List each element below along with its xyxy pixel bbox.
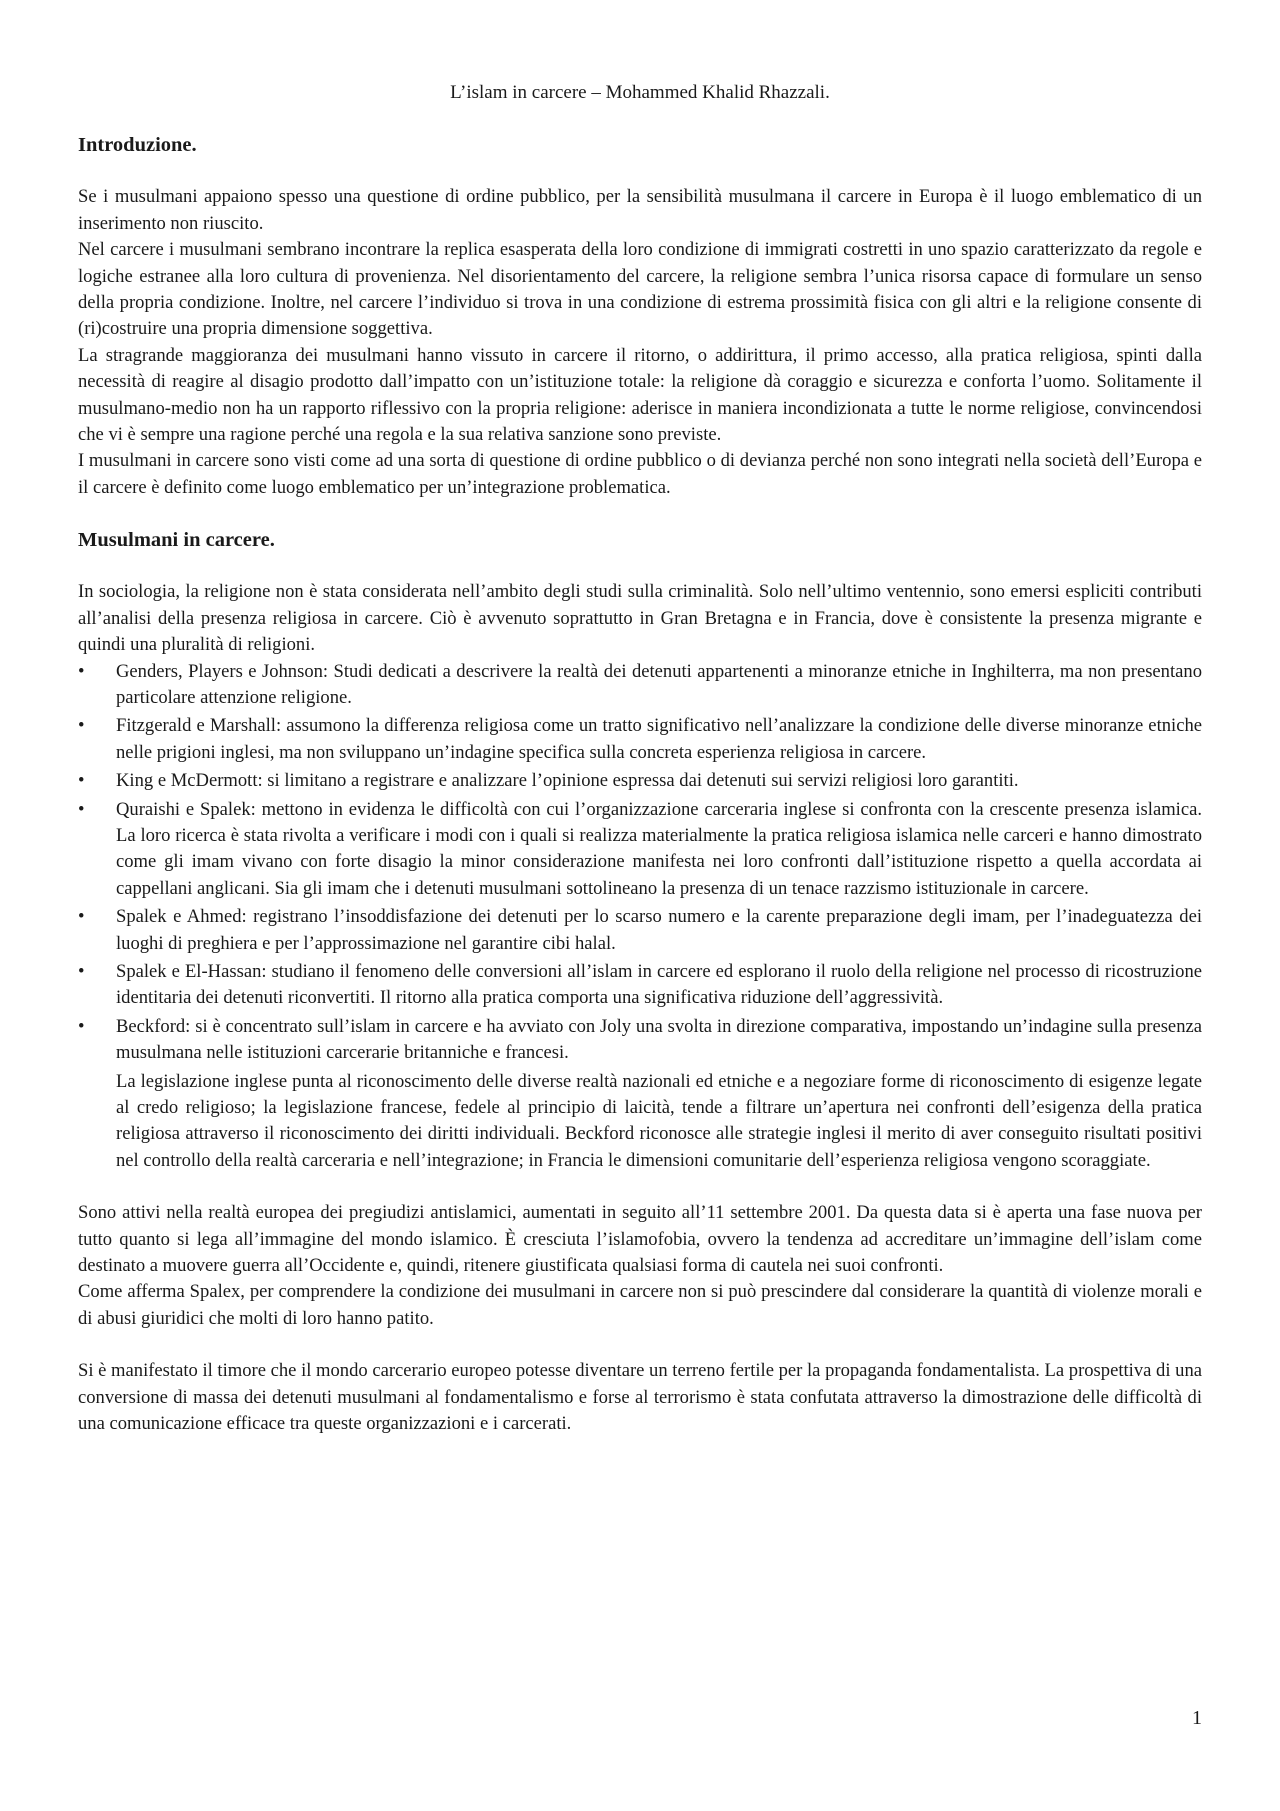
studies-bullet-list [78, 659, 1202, 1067]
intro-paragraph-1: Se i musulmani appaiono spesso una questione di ordine pubblico, per la sensibilità musulmana il carcere in Europa è il luogo emblematico di un inserimento non riuscito. [78, 186, 1202, 234]
list-item [78, 659, 1202, 712]
closing-paragraph-2: Come afferma Spalex, per comprendere la condizione dei musulmani in carcere non si può prescindere dal considerare la quantità di violenze morali e di abusi giuridici che molti di loro hanno patito. [78, 1281, 1202, 1329]
document-body [78, 80, 1202, 1437]
intro-paragraph-4: I musulmani in carcere sono visti come ad una sorta di questione di ordine pubblico o di devianza perché non sono integrati nella società dell’Europa e il carcere è definito come luogo emblematico per un’integrazione problematica. [78, 450, 1202, 498]
closing-paragraph-3: Si è manifestato il timore che il mondo carcerario europeo potesse diventare un terreno fertile per la propaganda fondamentalista. La prospettiva di una conversione di massa dei detenuti musulmani al fondamentalismo e forse al terrorismo è stata confutata attraverso la dimostrazione delle difficoltà di una comunicazione efficace tra queste organizzazioni e i carcerati. [78, 1360, 1202, 1435]
list-item [78, 959, 1202, 1012]
section-heading-introduzione: Introduzione. [78, 134, 197, 157]
list-item [78, 904, 1202, 957]
list-item-text: Fitzgerald e Marshall: assumono la differenza religiosa come un tratto significativo nell’analizzare la condizione delle diverse minoranze etniche nelle prigioni inglesi, ma non sviluppano un’indagine specifica sulla concreta esperienza religiosa in carcere. [116, 715, 1202, 763]
list-item-text: Genders, Players e Johnson: Studi dedicati a descrivere la realtà dei detenuti appartenenti a minoranze etniche in Inghilterra, ma non presentano particolare attenzione religione. [116, 660, 1202, 708]
section-intro-paragraph: In sociologia, la religione non è stata considerata nell’ambito degli studi sulla criminalità. Solo nell’ultimo ventennio, sono emersi espliciti contributi all’analisi della presenza religiosa in carcere. Ciò è avvenuto soprattutto in Gran Bretagna e in Francia, dove è consistente la presenza migrante e quindi una pluralità di religioni. [78, 581, 1202, 656]
document-title: L’islam in carcere – Mohammed Khalid Rhazzali. [450, 82, 830, 103]
closing-paragraph-1: Sono attivi nella realtà europea dei pregiudizi antislamici, aumentati in seguito all’11 settembre 2001. Da questa data si è aperta una fase nuova per tutto quanto si lega all’immagine del mondo islamico. È cresciuta l’islamofobia, ovvero la tendenza ad accreditare un’immagine dell’islam come destinato a muovere guerra all’Occidente e, quindi, ritenere giustificata qualsiasi forma di cautela nei suoi confronti. [78, 1202, 1202, 1277]
list-item-text: Spalek e Ahmed: registrano l’insoddisfazione dei detenuti per lo scarso numero e la carente preparazione degli imam, per l’inadeguatezza dei luoghi di preghiera e per l’approssimazione nel garantire cibi halal. [116, 906, 1202, 954]
bullet-icon: • [78, 906, 85, 928]
bullet-icon: • [78, 715, 85, 737]
intro-paragraph-3: La stragrande maggioranza dei musulmani hanno vissuto in carcere il ritorno, o addirittura, il primo accesso, alla pratica religiosa, spinti dalla necessità di reagire al disagio prodotto dall’impatto con un’istituzione totale: la religione dà coraggio e sicurezza e conforta l’uomo. Solitamente il musulmano-medio non ha un rapporto riflessivo con la propria religione: aderisce in maniera incondizionata a tutte le norme religiose, convincendosi che vi è sempre una ragione perché una regola e la sua relativa sanzione sono previste. [78, 344, 1202, 446]
bullet-continuation-paragraph: La legislazione inglese punta al riconoscimento delle diverse realtà nazionali ed etniche e a negoziare forme di riconoscimento di esigenze legate al credo religioso; la legislazione francese, fedele al principio di laicità, tende a filtrare un’apertura nei confronti dell’esigenza della pratica religiosa attraverso il riconoscimento dei diritti individuali. Beckford riconosce alle strategie inglesi il merito di aver conseguito risultati positivi nel controllo della realtà carceraria e nell’integrazione; in Francia le dimensioni comunitarie dell’esperienza religiosa vengono scoraggiate. [116, 1070, 1202, 1171]
bullet-icon: • [78, 960, 85, 982]
bullet-icon: • [78, 770, 85, 792]
bullet-icon: • [78, 660, 85, 682]
bullet-icon: • [78, 1015, 85, 1037]
list-item [78, 768, 1202, 794]
list-item-text: Spalek e El-Hassan: studiano il fenomeno delle conversioni all’islam in carcere ed esplorano il ruolo della religione nel processo di ricostruzione identitaria dei detenuti riconvertiti. Il ritorno alla pratica comporta una significativa riduzione dell’aggressività. [116, 960, 1202, 1009]
page-number: 1 [1192, 1707, 1202, 1729]
list-item [78, 797, 1202, 903]
list-item-text: Quraishi e Spalek: mettono in evidenza le difficoltà con cui l’organizzazione carceraria inglese si confronta con la crescente presenza islamica. La loro ricerca è stata rivolta a verificare i modi con i quali si realizza materialmente la pratica religiosa islamica nelle carceri e hanno dimostrato come gli imam vivano con forte disagio la minor considerazione manifesta nei loro confronti dall’istituzione rispetto a quella accordata ai cappellani anglicani. Sia gli imam che i detenuti musulmani sottolineano la presenza di un tenace razzismo istituzionale in carcere. [116, 798, 1202, 899]
list-item-text: Beckford: si è concentrato sull’islam in carcere e ha avviato con Joly una svolta in direzione comparativa, impostando un’indagine sulla presenza musulmana nelle istituzioni carcerarie britanniche e francesi. [116, 1015, 1202, 1064]
list-item-text: King e McDermott: si limitano a registrare e analizzare l’opinione espressa dai detenuti sui servizi religiosi loro garantiti. [116, 770, 1019, 792]
intro-paragraph-2: Nel carcere i musulmani sembrano incontrare la replica esasperata della loro condizione di immigrati costretti in uno spazio caratterizzato da regole e logiche estranee alla loro cultura di provenienza. Nel disorientamento del carcere, la religione sembra l’unica risorsa capace di formulare un senso della propria condizione. Inoltre, nel carcere l’individuo si trova in una condizione di estrema prossimità fisica con gli altri e la religione consente di (ri)costruire una propria dimensione soggettiva. [78, 239, 1202, 340]
bullet-icon: • [78, 798, 85, 820]
section-heading-musulmani-in-carcere: Musulmani in carcere. [78, 529, 275, 552]
list-item [78, 1014, 1202, 1067]
list-item [78, 713, 1202, 766]
